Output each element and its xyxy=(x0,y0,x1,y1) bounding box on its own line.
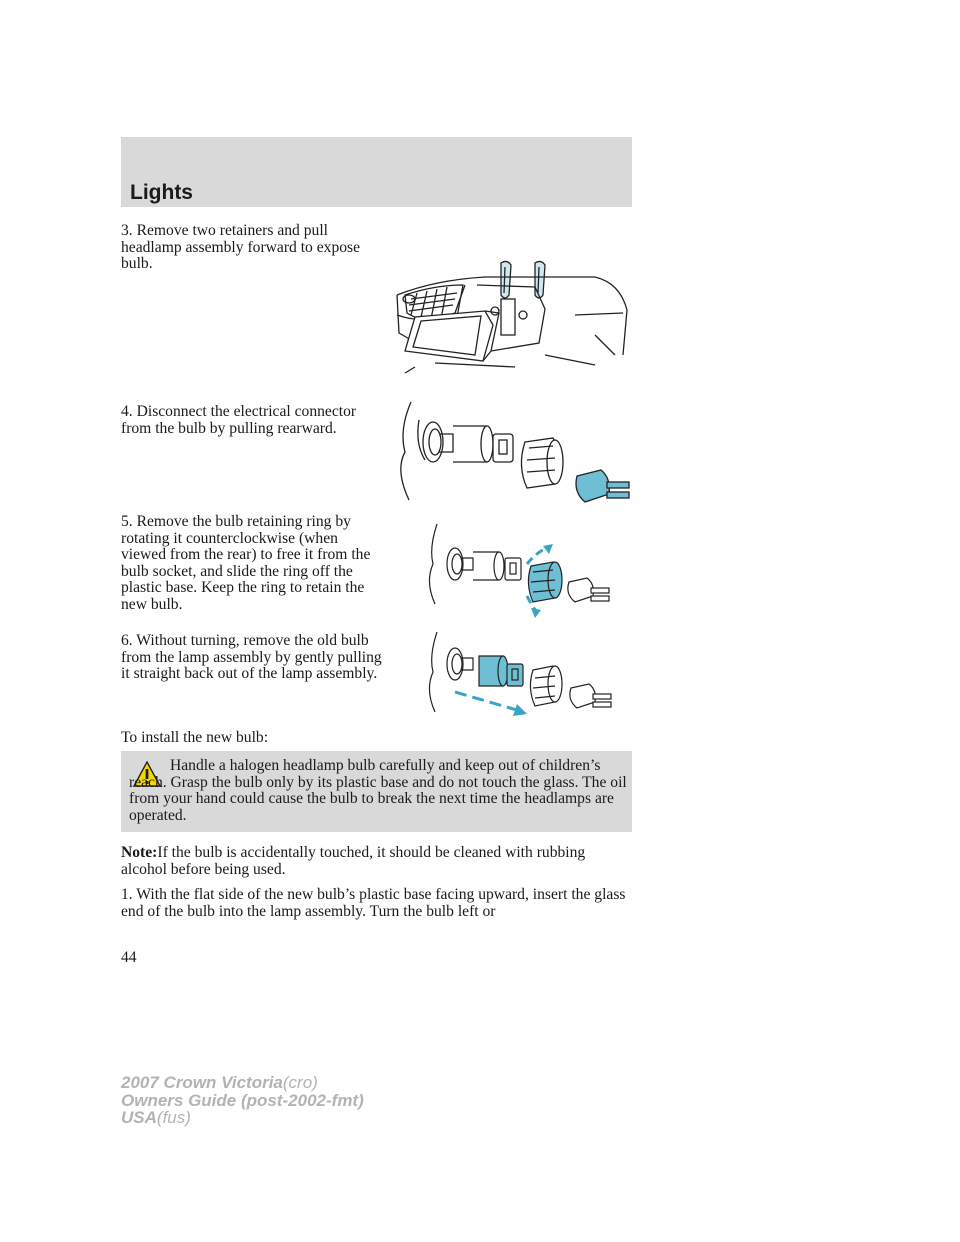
header-band xyxy=(121,137,632,207)
page-number: 44 xyxy=(121,949,137,966)
step-5-text: 5. Remove the bulb retaining ring by rotating it counterclockwise (when viewed from the rear) to free it from the bulb socket, and slide the ring off the plastic base. Keep the ring to retain the new bulb. xyxy=(121,513,371,613)
step-6-text: 6. Without turning, remove the old bulb from the lamp assembly by gently pulling it straight back out of the lamp assembly. xyxy=(121,632,382,683)
note-label: Note: xyxy=(121,844,158,861)
note-paragraph xyxy=(121,845,632,878)
warning-text: Handle a halogen headlamp bulb carefully and keep out of children’s reach. Grasp the bulb only by its plastic base and do not touch the glass. The oil from your hand could cause the bulb to break the next time the headlamps are operated. xyxy=(129,757,627,824)
footer-model-code: (cro) xyxy=(282,1073,318,1092)
footer-market: USA xyxy=(121,1108,157,1127)
footer xyxy=(121,1074,364,1127)
footer-guide: Owners Guide (post-2002-fmt) xyxy=(121,1090,364,1110)
footer-market-code: (fus) xyxy=(156,1108,191,1127)
step-4-text: 4. Disconnect the electrical connector from the bulb by pulling rearward. xyxy=(121,403,357,437)
retaining-ring-rotation-illustration xyxy=(425,520,620,625)
footer-model: 2007 Crown Victoria xyxy=(121,1073,283,1092)
electrical-connector-illustration xyxy=(395,400,640,505)
warning-box xyxy=(121,751,632,832)
install-step-1-text: 1. With the flat side of the new bulb’s plastic base facing upward, insert the glass end of the bulb into the lamp assembly. Turn the bulb left or xyxy=(121,886,626,920)
bulb-removal-illustration xyxy=(425,630,620,725)
headlamp-assembly-illustration xyxy=(395,255,635,380)
section-title: Lights xyxy=(130,181,193,204)
install-intro: To install the new bulb: xyxy=(121,729,269,746)
note-text: If the bulb is accidentally touched, it should be cleaned with rubbing alcohol before being used. xyxy=(121,844,586,878)
step-3-text: 3. Remove two retainers and pull headlamp assembly forward to expose bulb. xyxy=(121,222,361,273)
